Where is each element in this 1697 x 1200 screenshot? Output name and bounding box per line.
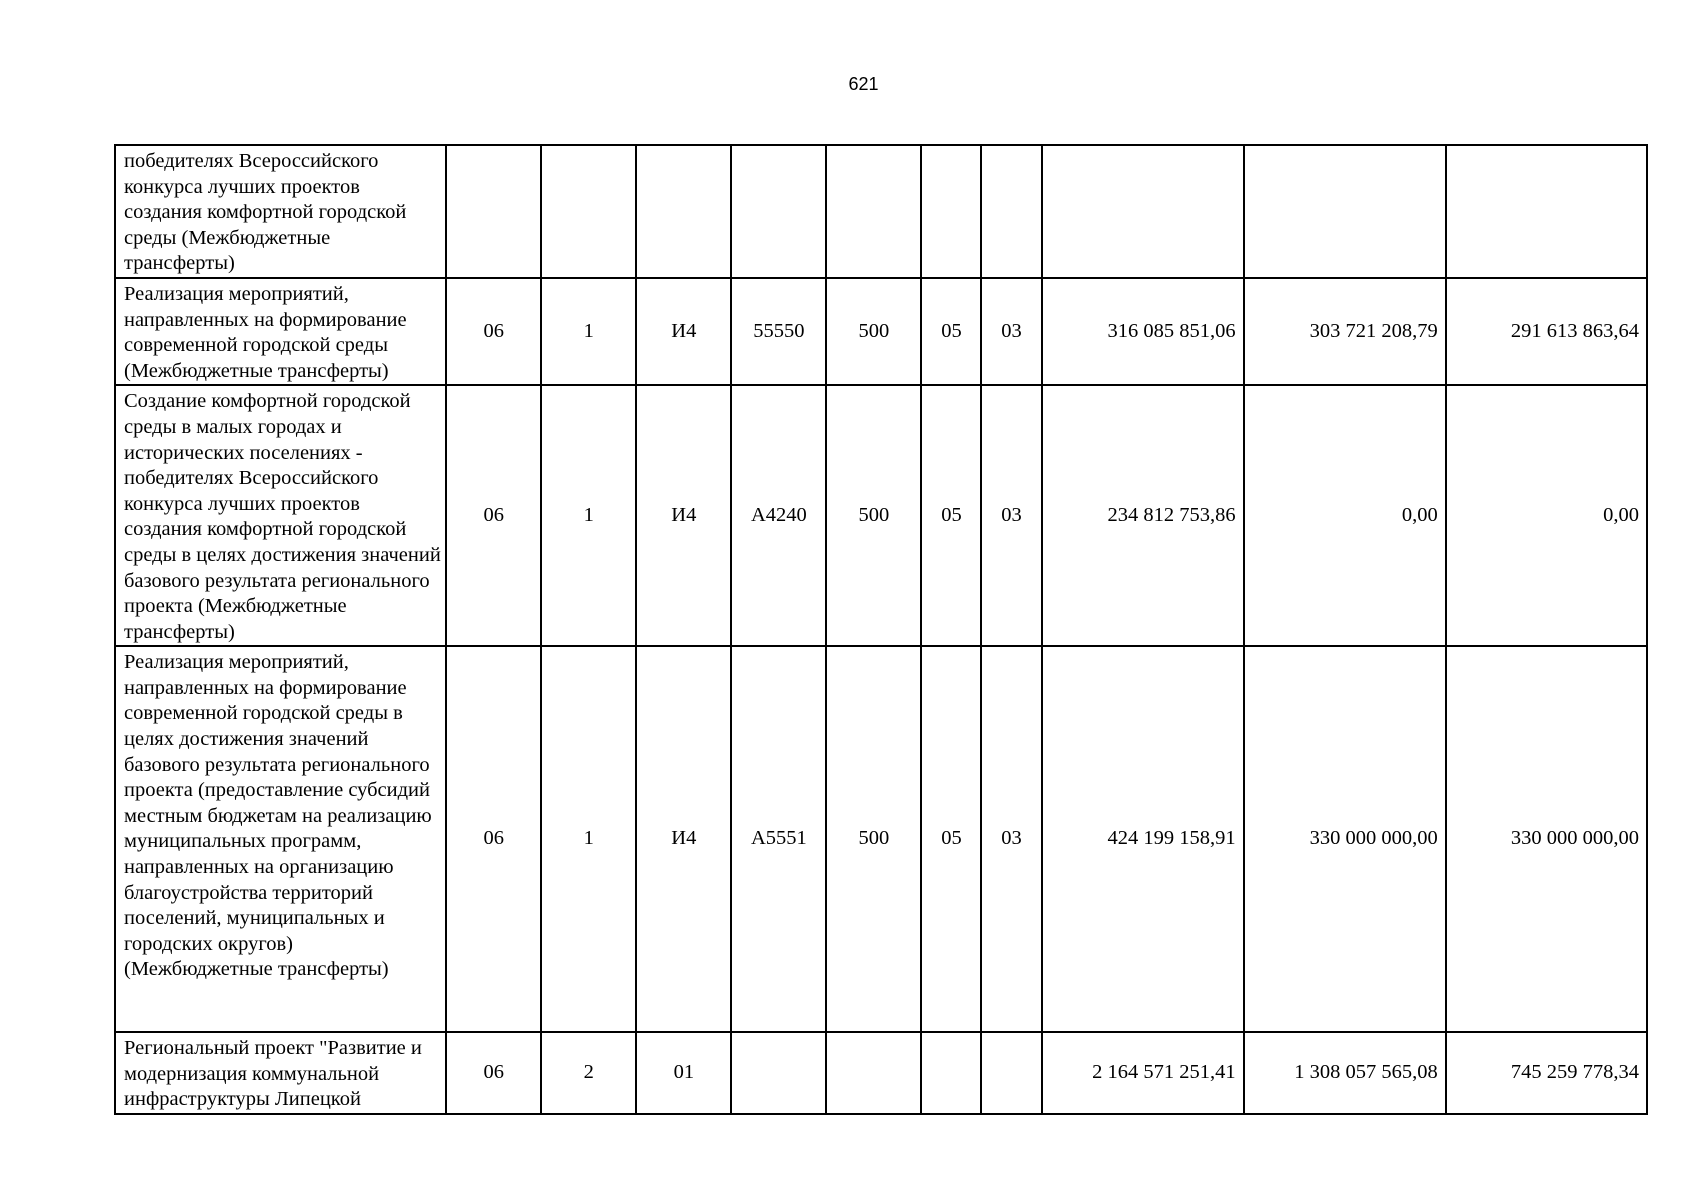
gp-code-cell: 06 [446, 385, 541, 646]
table-row [115, 646, 1647, 1032]
table-row [115, 145, 1647, 278]
nr-code-cell: А4240 [731, 385, 826, 646]
amount-3-cell: 291 613 863,64 [1446, 278, 1647, 385]
rz-code-cell: 05 [921, 278, 981, 385]
row-name-cell: Региональный проект "Развитие и модернизация коммунальной инфраструктуры Липецкой [115, 1032, 446, 1114]
amount-2-cell: 303 721 208,79 [1244, 278, 1446, 385]
nr-code-cell [731, 1032, 826, 1114]
pp-code-cell: 1 [541, 385, 636, 646]
amount-2-cell: 330 000 000,00 [1244, 646, 1446, 1032]
nr-code-cell: 55550 [731, 278, 826, 385]
pr-code-cell [981, 1032, 1041, 1114]
row-name-cell: победителях Всероссийского конкурса лучших проектов создания комфортной городской среды (Межбюджетные трансферты) [115, 145, 446, 278]
pp-code-cell: 2 [541, 1032, 636, 1114]
budget-table [114, 144, 1648, 1115]
table-row [115, 1032, 1647, 1114]
pp-code-cell: 1 [541, 278, 636, 385]
nr-code-cell [731, 145, 826, 278]
row-name-cell: Создание комфортной городской среды в малых городах и исторических поселениях - победителях Всероссийского конкурса лучших проектов создания комфортной городской среды в целях достижения значений базового результата регионального проекта (Межбюджетные трансферты) [115, 385, 446, 646]
amount-2-cell [1244, 145, 1446, 278]
pr-code-cell: 03 [981, 385, 1041, 646]
nr-code-cell: А5551 [731, 646, 826, 1032]
table-row [115, 278, 1647, 385]
pr-code-cell: 03 [981, 278, 1041, 385]
gp-code-cell: 06 [446, 1032, 541, 1114]
pr-code-cell: 03 [981, 646, 1041, 1032]
rz-code-cell [921, 1032, 981, 1114]
vr-code-cell [826, 145, 921, 278]
amount-2-cell: 1 308 057 565,08 [1244, 1032, 1446, 1114]
amount-1-cell: 316 085 851,06 [1042, 278, 1244, 385]
gp-code-cell: 06 [446, 278, 541, 385]
pr-code-cell [981, 145, 1041, 278]
gp-code-cell [446, 145, 541, 278]
om-code-cell [636, 145, 731, 278]
amount-1-cell [1042, 145, 1244, 278]
amount-1-cell: 424 199 158,91 [1042, 646, 1244, 1032]
amount-1-cell: 234 812 753,86 [1042, 385, 1244, 646]
om-code-cell: И4 [636, 646, 731, 1032]
om-code-cell: И4 [636, 385, 731, 646]
pp-code-cell: 1 [541, 646, 636, 1032]
page-number: 621 [848, 74, 879, 94]
vr-code-cell: 500 [826, 385, 921, 646]
vr-code-cell: 500 [826, 278, 921, 385]
amount-3-cell: 745 259 778,34 [1446, 1032, 1647, 1114]
amount-2-cell: 0,00 [1244, 385, 1446, 646]
om-code-cell: 01 [636, 1032, 731, 1114]
row-name-cell: Реализация мероприятий, направленных на формирование современной городской среды в целях достижения значений базового результата регионального проекта (предоставление субсидий местным бюджетам на реализацию муниципальных программ, направленных на организацию благоустройства территорий поселений, муниципальных и городских округов) (Межбюджетные трансферты) [115, 646, 446, 1032]
vr-code-cell: 500 [826, 646, 921, 1032]
gp-code-cell: 06 [446, 646, 541, 1032]
amount-3-cell: 330 000 000,00 [1446, 646, 1647, 1032]
pp-code-cell [541, 145, 636, 278]
row-name-cell: Реализация мероприятий, направленных на формирование современной городской среды (Межбюджетные трансферты) [115, 278, 446, 385]
amount-3-cell [1446, 145, 1647, 278]
amount-3-cell: 0,00 [1446, 385, 1647, 646]
rz-code-cell: 05 [921, 646, 981, 1032]
rz-code-cell [921, 145, 981, 278]
om-code-cell: И4 [636, 278, 731, 385]
table-row [115, 385, 1647, 646]
rz-code-cell: 05 [921, 385, 981, 646]
amount-1-cell: 2 164 571 251,41 [1042, 1032, 1244, 1114]
vr-code-cell [826, 1032, 921, 1114]
